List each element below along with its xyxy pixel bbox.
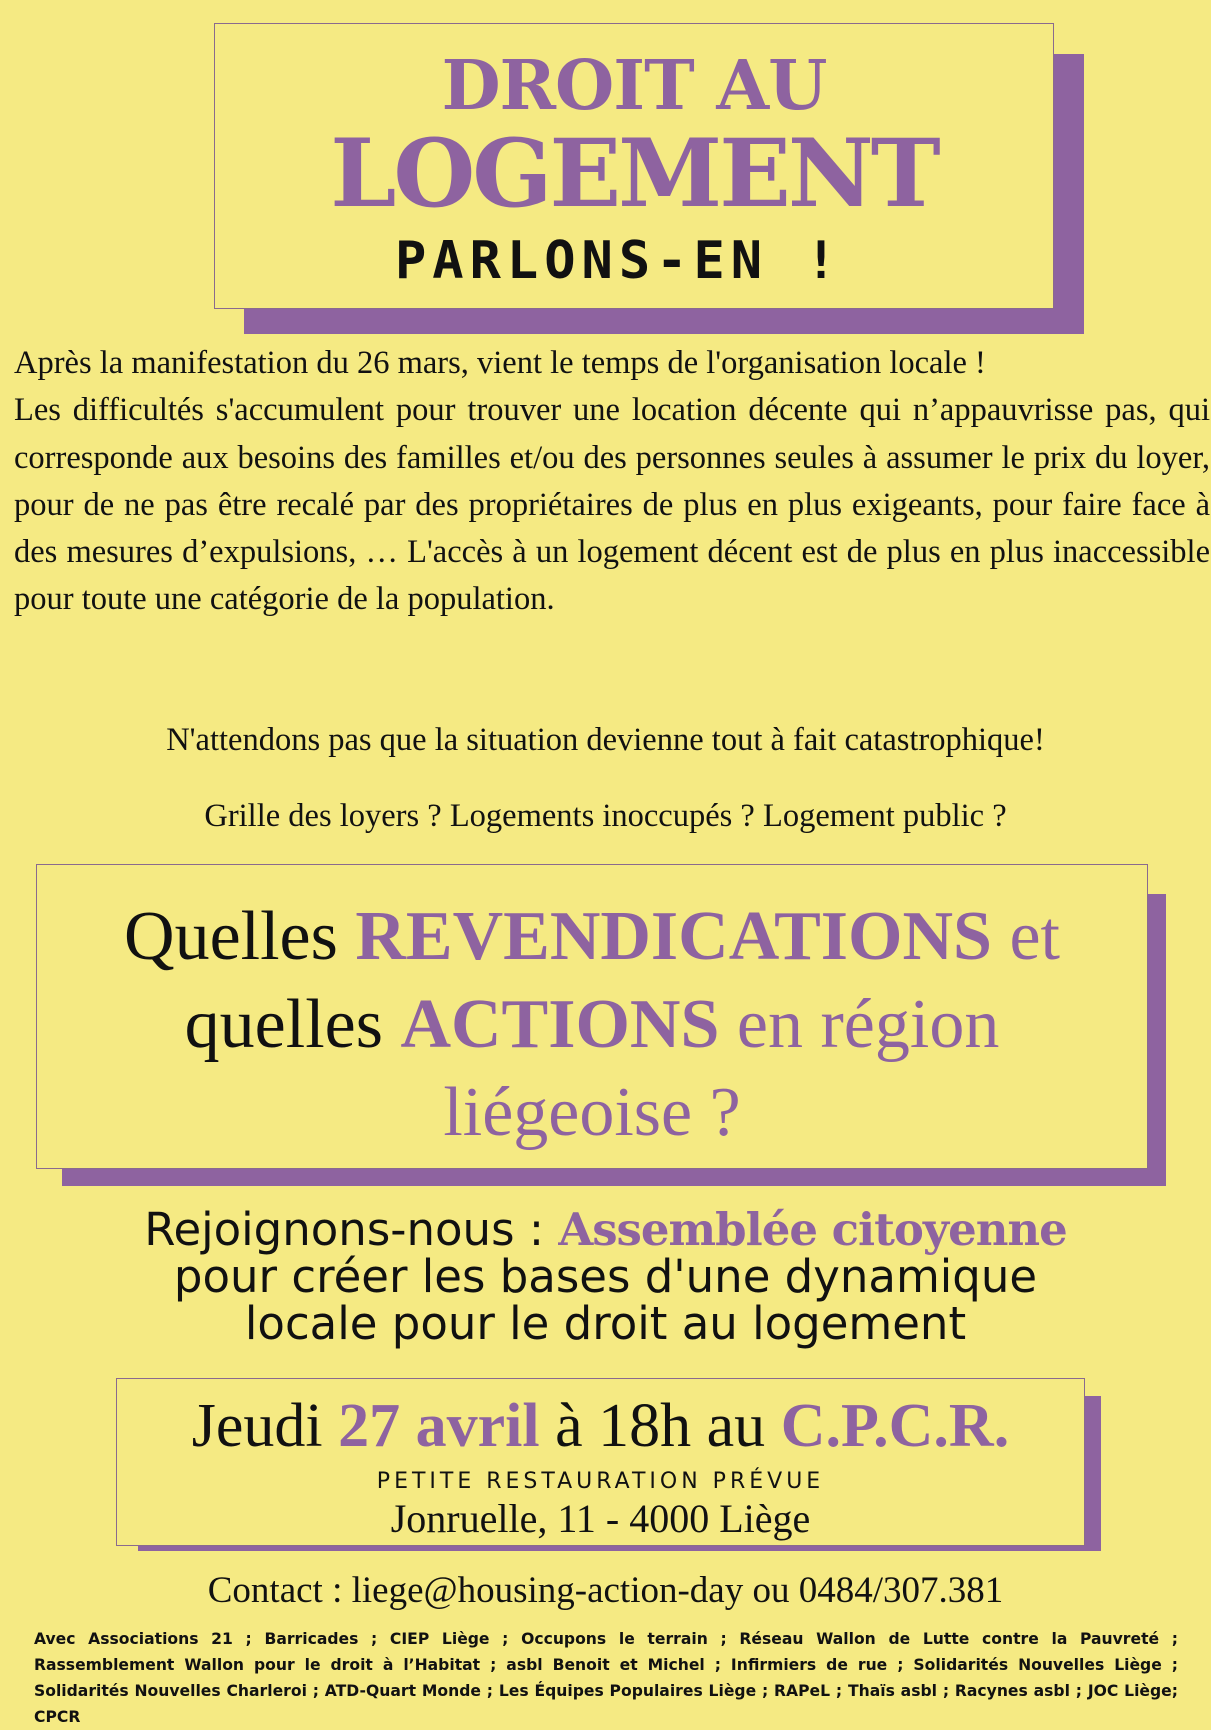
intro-first-line: Après la manifestation du 26 mars, vient le temps de l'organisation locale !	[14, 345, 986, 381]
event-time: à 18h au	[555, 1392, 766, 1460]
intro-text	[14, 340, 1210, 624]
join-prefix: Rejoignons-nous :	[144, 1203, 544, 1256]
rev-word-et: et	[1009, 898, 1060, 975]
intro-paragraph: Les difficultés s'accumulent pour trouver une location décente qui n’appauvrisse pas, qui corresponde aux besoins des familles et/ou des personnes seules à assumer le prix du loyer, pour de ne pas être recalé par des propriétaires de plus en plus exigeants, pour faire face à des mesures d’expulsions, … L'accès à un logement décent est de plus en plus inaccessible pour toute une catégorie de la population.	[14, 392, 1210, 618]
warning-line: N'attendons pas que la situation devienne tout à fait catastrophique!	[166, 722, 1045, 758]
join-block	[0, 1203, 1211, 1350]
rev-word-quelles-2: quelles	[184, 986, 383, 1063]
revendications-box	[36, 864, 1148, 1169]
event-day: Jeudi	[191, 1392, 323, 1460]
event-date: 27 avril	[338, 1392, 540, 1460]
rev-word-actions: ACTIONS	[400, 986, 720, 1063]
event-note: PETITE RESTAURATION PRÉVUE	[376, 1469, 825, 1494]
title-line-1: DROIT AU	[441, 46, 827, 126]
contact-line: Contact : liege@housing-action-day ou 0484/307.381	[207, 1570, 1004, 1611]
partners-list: Avec Associations 21 ; Barricades ; CIEP Liège ; Occupons le terrain ; Réseau Wallon de Lutte contre la Pauvreté ; Rassemblement Wallon pour le droit à l’Habitat ; asbl Benoit et Michel ; Infirmiers de rue ; Solidarités Nouvelles Liège ; Solidarités Nouvelles Charleroi ; ATD-Quart Monde ; Les Équipes Populaires Liège ; RAPeL ; Thaïs asbl ; Racynes asbl ; JOC Liège; CPCR	[34, 1630, 1178, 1726]
event-place: C.P.C.R.	[780, 1392, 1010, 1460]
revendications-text	[37, 893, 1147, 1157]
title-box	[214, 23, 1054, 309]
title-line-2: LOGEMENT	[330, 119, 938, 229]
join-line-3: locale pour le droit au logement	[244, 1297, 967, 1350]
event-address: Jonruelle, 11 - 4000 Liège	[390, 1496, 811, 1541]
join-line-2: pour créer les bases d'une dynamique	[173, 1250, 1038, 1303]
rev-word-quelles: Quelles	[124, 898, 338, 975]
questions-line: Grille des loyers ? Logements inoccupés ? Logement public ?	[204, 798, 1007, 834]
rev-word-en-region: en région	[736, 986, 1000, 1063]
event-box	[116, 1378, 1085, 1546]
event-date-line	[117, 1391, 1084, 1461]
rev-word-liegeoise: liégeoise ?	[443, 1074, 741, 1151]
join-assembly: Assemblée citoyenne	[558, 1203, 1067, 1256]
title-line-3: PARLONS-EN !	[395, 231, 843, 291]
rev-word-revendications: REVENDICATIONS	[355, 898, 992, 975]
